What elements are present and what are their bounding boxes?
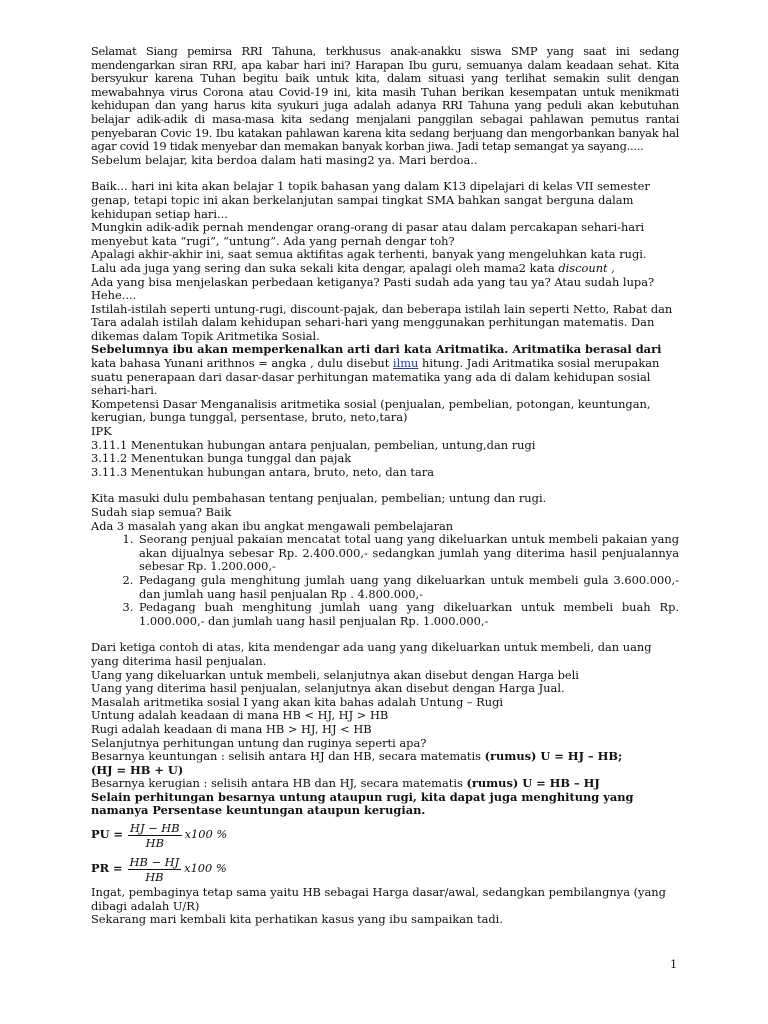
pu-denominator: HB xyxy=(145,835,164,850)
pu-numerator: HJ − HB xyxy=(130,820,180,835)
keuntungan-formula: Besarnya keuntungan : selisih antara HJ dan HB, secara matematis (rumus) U = HJ – HB; xyxy=(91,749,623,764)
ipk-item: 3.11.1 Menentukan hubungan antara penjualan, pembelian, untung,dan rugi xyxy=(91,437,536,452)
pr-numerator: HB − HJ xyxy=(129,854,180,869)
conclusion-line: Dari ketiga contoh di atas, kita mendengar ada uang yang dikeluarkan untuk membeli, dan uang yang diterima hasil penjualan. xyxy=(91,640,652,668)
ipk-label: IPK xyxy=(91,424,112,439)
greeting-paragraph: Selamat Siang pemirsa RRI Tahuna, terkhusus anak-anakku siswa SMP yang saat ini sedang mendengarkan siran RRI, apa kabar hari ini? Harapan Ibu guru, semuanya dalam keadaan sehat. Kita bersyukur karena Tuhan begitu baik untuk kita, dalam situasi yang terlihat semakin sulit dengan mewabahnya virus Corona atau Covid-19 ini, kita masih Tuhan berikan kesempatan untuk menikmati kehidupan dan yang harus kita syukuri juga adalah adanya RRI Tahuna yang peduli akan kebutuhan belajar adik-adik di masa-masa kita sedang menjalani panggilan sebagai pahlawan pemutus rantai penyebaran Covic 19. Ibu katakan pahlawan karena kita sedang berjuang dan mengorbankan banyak hal agar covid 19 tidak menyebar dan memakan banyak korban jiwa. Jadi tetap semangat ya sayang..... xyxy=(91,44,679,154)
untung-definition: Untung adalah keadaan di mana HB < HJ, HJ > HB xyxy=(91,708,389,723)
ipk-item: 3.11.3 Menentukan hubungan antara, bruto, neto, dan tara xyxy=(91,464,435,479)
divisor-note: Ingat, pembaginya tetap sama yaitu HB sebagai Harga dasar/awal, sedangkan pembilangnya (yang dibagi adalah U/R) xyxy=(91,885,666,913)
kompetensi-dasar: Kompetensi Dasar Menganalisis aritmetika sosial (penjualan, pembelian, potongan, keuntungan, kerugian, bunga tunggal, persentase, bruto, neto,tara) xyxy=(91,396,651,425)
ipk-item: 3.11.2 Menentukan bunga tunggal dan pajak xyxy=(91,451,352,466)
cases-list xyxy=(91,533,679,628)
ilmu-link[interactable]: ilmu xyxy=(392,356,419,371)
prayer-line: Sebelum belajar, kita berdoa dalam hati masing2 ya. Mari berdoa.. xyxy=(91,152,478,167)
aritmatika-intro: Sebelumnya ibu akan memperkenalkan arti dari kata Aritmatika. Aritmatika berasal dari xyxy=(91,342,662,357)
calculation-question: Selanjutnya perhitungan untung dan ruginya seperti apa? xyxy=(91,735,427,750)
pr-label: PR = xyxy=(91,861,123,876)
list-item: 1. Seorang penjual pakaian mencatat total uang yang dikeluarkan untuk membeli pakaian yang akan dijualnya sebesar Rp. 2.400.000,- sedangkan jumlah yang diterima hasil penjualannya sebesar Rp. 1.200.000,- xyxy=(137,533,679,574)
untung-rugi-intro: Mungkin adik-adik pernah mendengar orang-orang di pasar atau dalam percakapan sehari-hari menyebut kata “rugi”, “untung”. Ada yang pernah dengar toh? xyxy=(91,220,645,248)
harga-beli-line: Uang yang dikeluarkan untuk membeli, selanjutnya akan disebut dengan Harga beli xyxy=(91,667,579,682)
discount-line: Lalu ada juga yang sering dan suka sekali kita dengar, apalagi oleh mama2 kata discount , xyxy=(91,260,615,275)
aritmatika-definition: kata bahasa Yunani arithnos = angka , dulu disebut ilmu hitung. Jadi Aritmatika sosial merupakan suatu penerapaan dari dasar-dasar perhitungan matematika yang ada di dalam kehidupan sosial sehari-hari. xyxy=(91,356,660,398)
pu-multiplier: x100 % xyxy=(184,827,228,842)
pr-multiplier: x100 % xyxy=(184,861,227,876)
pr-fraction xyxy=(128,855,182,884)
closing-line: Sekarang mari kembali kita perhatikan kasus yang ibu sampaikan tadi. xyxy=(91,912,503,927)
document-body xyxy=(91,45,679,927)
list-item: 3. Pedagang buah menghitung jumlah uang yang dikeluarkan untuk membeli buah Rp. 1.000.000,- dan jumlah uang hasil penjualan Rp. 1.000.000,- xyxy=(137,601,679,628)
rugi-line: Apalagi akhir-akhir ini, saat semua aktifitas agak terhenti, banyak yang mengeluhkan kata rugi. xyxy=(91,247,647,262)
persentase-intro: Selain perhitungan besarnya untung ataupun rugi, kita dapat juga menghitung yang namanya Persentase keuntungan ataupun kerugian. xyxy=(91,789,634,818)
kerugian-formula: Besarnya kerugian : selisih antara HB dan HJ, secara matematis (rumus) U = HB – HJ xyxy=(91,776,600,791)
pu-formula xyxy=(91,818,679,852)
section-intro: Kita masuki dulu pembahasan tentang penjualan, pembelian; untung dan rugi. xyxy=(91,491,547,506)
pr-formula xyxy=(91,852,679,886)
topic-intro: Baik... hari ini kita akan belajar 1 topik bahasan yang dalam K13 dipelajari di kelas VII semester genap, tetapi topic ini akan berkelanjutan sampai tingkat SMA bahkan sangat berguna dalam kehidupan setiap hari... xyxy=(91,179,650,221)
pr-denominator: HB xyxy=(145,869,164,884)
harga-jual-line: Uang yang diterima hasil penjualan, selanjutnya akan disebut dengan Harga Jual. xyxy=(91,681,565,696)
question-line: Ada yang bisa menjelaskan perbedaan ketiganya? Pasti sudah ada yang tau ya? Atau sudah lupa? Hehe.... xyxy=(91,274,655,303)
hj-formula: (HJ = HB + U) xyxy=(91,762,184,777)
masalah-line: Masalah aritmetika sosial I yang akan kita bahas adalah Untung – Rugi xyxy=(91,694,504,709)
pu-label: PU = xyxy=(91,827,124,842)
page-number: 1 xyxy=(670,957,678,971)
terms-paragraph: Istilah-istilah seperti untung-rugi, discount-pajak, dan beberapa istilah lain seperti Netto, Rabat dan Tara adalah istilah dalam kehidupan sehari-hari yang menggunakan perhitungan matematis. Dan dikemas dalam Topik Aritmetika Sosial. xyxy=(91,301,673,343)
pu-fraction xyxy=(128,821,182,850)
ready-line: Sudah siap semua? Baik xyxy=(91,505,232,519)
cases-intro: Ada 3 masalah yang akan ibu angkat mengawali pembelajaran xyxy=(91,518,454,533)
list-item: 2. Pedagang gula menghitung jumlah uang yang dikeluarkan untuk membeli gula 3.600.000,- dan jumlah uang hasil penjualan Rp . 4.800.000,- xyxy=(137,574,679,601)
rugi-definition: Rugi adalah keadaan di mana HB > HJ, HJ < HB xyxy=(91,721,372,736)
